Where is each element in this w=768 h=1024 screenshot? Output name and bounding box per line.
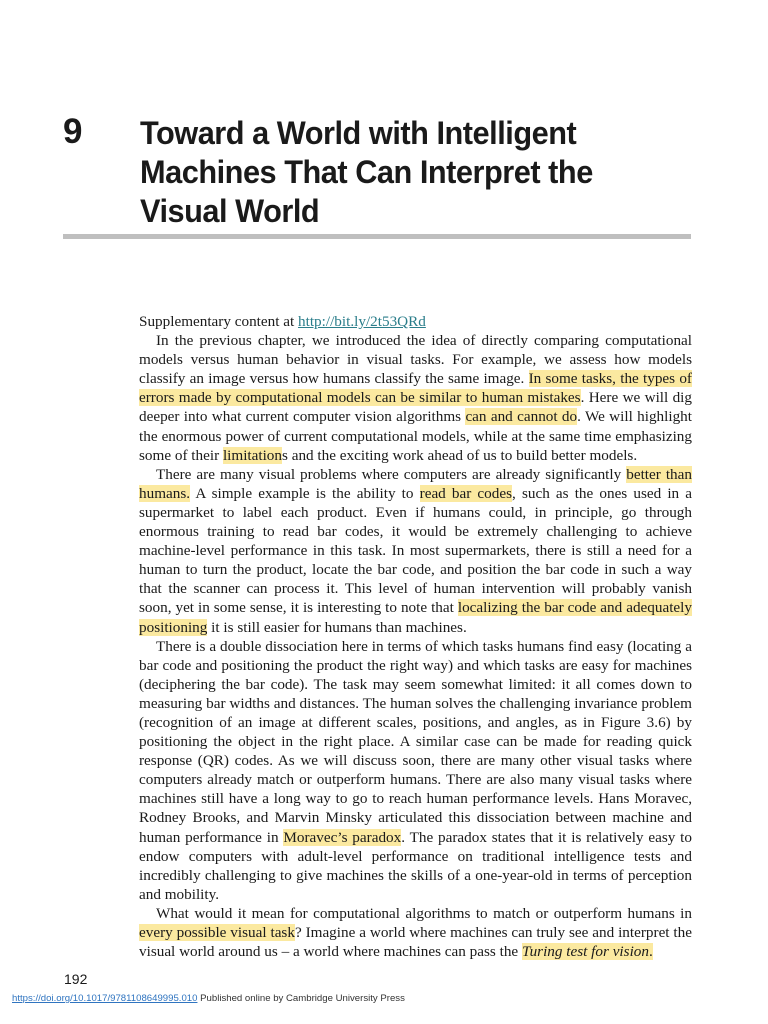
paragraph-text: A simple example is the ability to [190,484,420,502]
paragraph-text: . Here we will dig deeper into what current computer vision algorithms [139,389,692,426]
supplementary-link[interactable]: http://bit.ly/2t53QRd [298,313,426,330]
highlighted-text: limitation [222,446,282,464]
highlighted-text: localizing the bar code and adequately positioning [139,599,692,636]
paragraph-text: it is still easier for humans than machines. [207,618,467,636]
paragraph-text: There is a double dissociation here in terms of which tasks humans find easy (locating a bar code and positioning the product the right way) and which tasks are easy for machines (deciphering the bar code). The task may seem somewhat limited: it all comes down to measuring bar widths and distances. The human solves the challenging invariance problem (recognition of an image at different scales, positions, and angles, as in Figure 3.6) by positioning the object in the right place. A similar case can be made for reading quick response (QR) codes. As we will discuss soon, there are many other visual tasks where computers already match or outperform humans. There are also many visual tasks where machines still have a long way to go to reach human performance levels. Hans Moravec, Rodney Brooks, and Marvin Minsky articulated this dissociation between machine and human performance in [139,637,692,846]
body-text [139,312,692,961]
highlighted-text: . [648,943,653,961]
highlighted-text: Moravec’s paradox [283,828,402,846]
doi-link[interactable]: https://doi.org/10.1017/9781108649995.010 [12,993,198,1004]
paragraph-text: . We will highlight the enormous power of current computational models, while at the same time emphasizing some of their [139,408,692,464]
paragraph-text: What would it mean for computational algorithms to match or outperform humans in [156,904,692,922]
highlighted-text: Turing test for vision [521,943,649,961]
highlighted-text: can and cannot do [465,408,578,426]
highlighted-text: every possible visual task [139,924,295,941]
paragraph-text: . The paradox states that it is relatively easy to endow computers with adult-level performance on traditional intelligence tests and incredibly challenging to give machines the skills of a one-year-old in terms of perception and mobility. [139,828,692,903]
paragraph [139,904,692,961]
footer [12,993,405,1005]
page-number: 192 [64,971,88,987]
paragraph [139,331,692,465]
highlighted-text: better than humans. [139,465,692,502]
paragraph [139,637,692,904]
publisher-note: Published online by Cambridge University Press [197,993,405,1004]
supplementary-line [139,312,692,331]
title-divider [63,234,691,239]
paragraph-text: , such as the ones used in a supermarket to label each product. Even if humans could, in principle, go through enormous training to read bar codes, it would be extremely challenging to achieve machine-level performance in this task. In most supermarkets, there is still a need for a human to turn the product, locate the bar code, and position the bar code in such a way that the scanner can process it. This level of human intervention will probably vanish soon, yet in some sense, it is interesting to note that [139,484,693,617]
paragraph-text: s and the exciting work ahead of us to build better models. [282,446,638,464]
supplementary-label: Supplementary content at [139,313,299,330]
highlighted-text: In some tasks, the types of errors made by computational models can be similar to human mistakes [139,370,692,407]
highlighted-text: read bar codes [419,484,513,502]
chapter-number: 9 [63,112,83,151]
paragraph-text: In the previous chapter, we introduced the idea of directly comparing computational models versus human behavior in visual tasks. For example, we assess how models classify an image versus how humans classify the same image. [139,332,692,388]
paragraph-text: ? Imagine a world where machines can truly see and interpret the visual world around us – a world where machines can pass the [139,924,692,961]
paragraph [139,465,692,637]
paragraph-text: There are many visual problems where computers are already significantly [156,465,627,483]
chapter-title: Toward a World with Intelligent Machines That Can Interpret the Visual World [140,115,593,229]
